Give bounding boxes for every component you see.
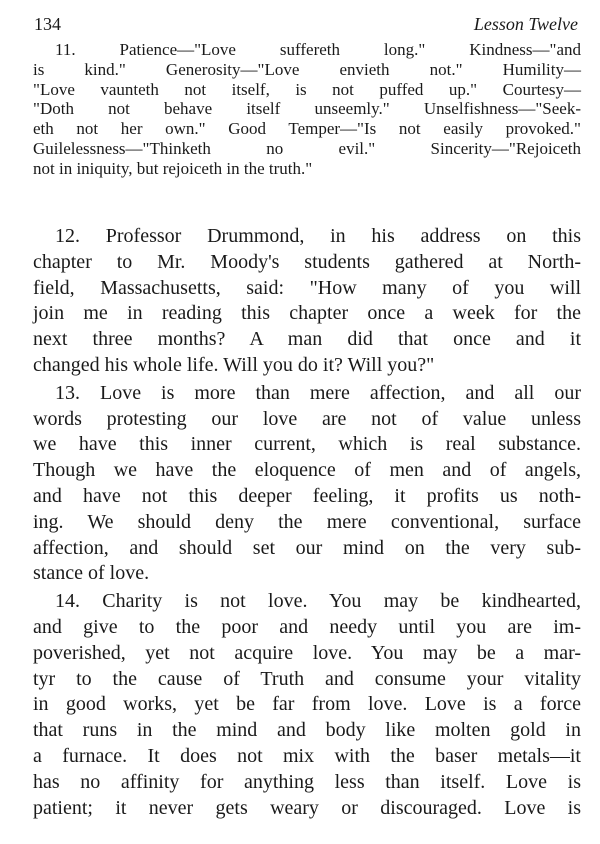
running-title: Lesson Twelve xyxy=(473,14,578,34)
text-line: affection, and should set our mind on the very sub- xyxy=(33,536,581,559)
text-line: we have this inner current, which is real substance. xyxy=(33,433,581,456)
text-line: next three months? A man did that once and it xyxy=(33,328,581,351)
text-line: and give to the poor and needy until you are im- xyxy=(33,615,581,638)
text-line: join me in reading this chapter once a week for the xyxy=(33,302,581,325)
text-line: ing. We should deny the mere conventional, surface xyxy=(33,510,581,533)
text-line: and have not this deeper feeling, it profits us noth- xyxy=(33,484,581,507)
text-line: in good works, yet be far from love. Love is a force xyxy=(33,693,581,716)
text-line: Guilelessness—"Thinketh no evil." Sincerity—"Rejoiceth xyxy=(33,138,581,158)
text-line: that runs in the mind and body like molten gold in xyxy=(33,719,581,742)
text-line: field, Massachusetts, said: "How many of you will xyxy=(33,276,581,299)
text-line: changed his whole life. Will you do it? Will you?" xyxy=(33,353,435,376)
page-number: 134 xyxy=(34,14,61,34)
text-line: has no affinity for anything less than itself. Love is xyxy=(33,770,581,793)
text-line: chapter to Mr. Moody's students gathered at North- xyxy=(33,250,581,273)
text-line: a furnace. It does not mix with the baser metals—it xyxy=(33,744,581,767)
text-line: "Love vaunteth not itself, is not puffed up." Courtesy— xyxy=(33,79,581,99)
text-line: 14. Charity is not love. You may be kindhearted, xyxy=(55,590,581,613)
text-line: "Doth not behave itself unseemly." Unselfishness—"Seek- xyxy=(33,99,581,119)
paragraph-14 xyxy=(33,589,581,821)
text-line: eth not her own." Good Temper—"Is not easily provoked." xyxy=(33,119,581,139)
paragraph-11 xyxy=(33,40,581,179)
text-line: is kind." Generosity—"Love envieth not." Humility— xyxy=(33,59,581,79)
text-line: Though we have the eloquence of men and of angels, xyxy=(33,459,581,482)
page-header xyxy=(34,14,578,38)
text-line: tyr to the cause of Truth and consume your vitality xyxy=(33,667,581,690)
body-text xyxy=(33,224,581,823)
paragraph-13 xyxy=(33,381,581,587)
text-line: 12. Professor Drummond, in his address on this xyxy=(55,225,581,247)
paragraph-12 xyxy=(33,224,581,379)
text-line: 13. Love is more than mere affection, and all our xyxy=(55,381,581,404)
text-line: not in iniquity, but rejoiceth in the truth." xyxy=(33,158,313,178)
text-line: poverished, yet not acquire love. You may be a mar- xyxy=(33,641,581,664)
text-line: 11. Patience—"Love suffereth long." Kindness—"and xyxy=(55,40,581,59)
text-line: words protesting our love are not of value unless xyxy=(33,407,581,430)
text-line: patient; it never gets weary or discouraged. Love is xyxy=(33,796,581,819)
text-line: stance of love. xyxy=(33,562,150,585)
